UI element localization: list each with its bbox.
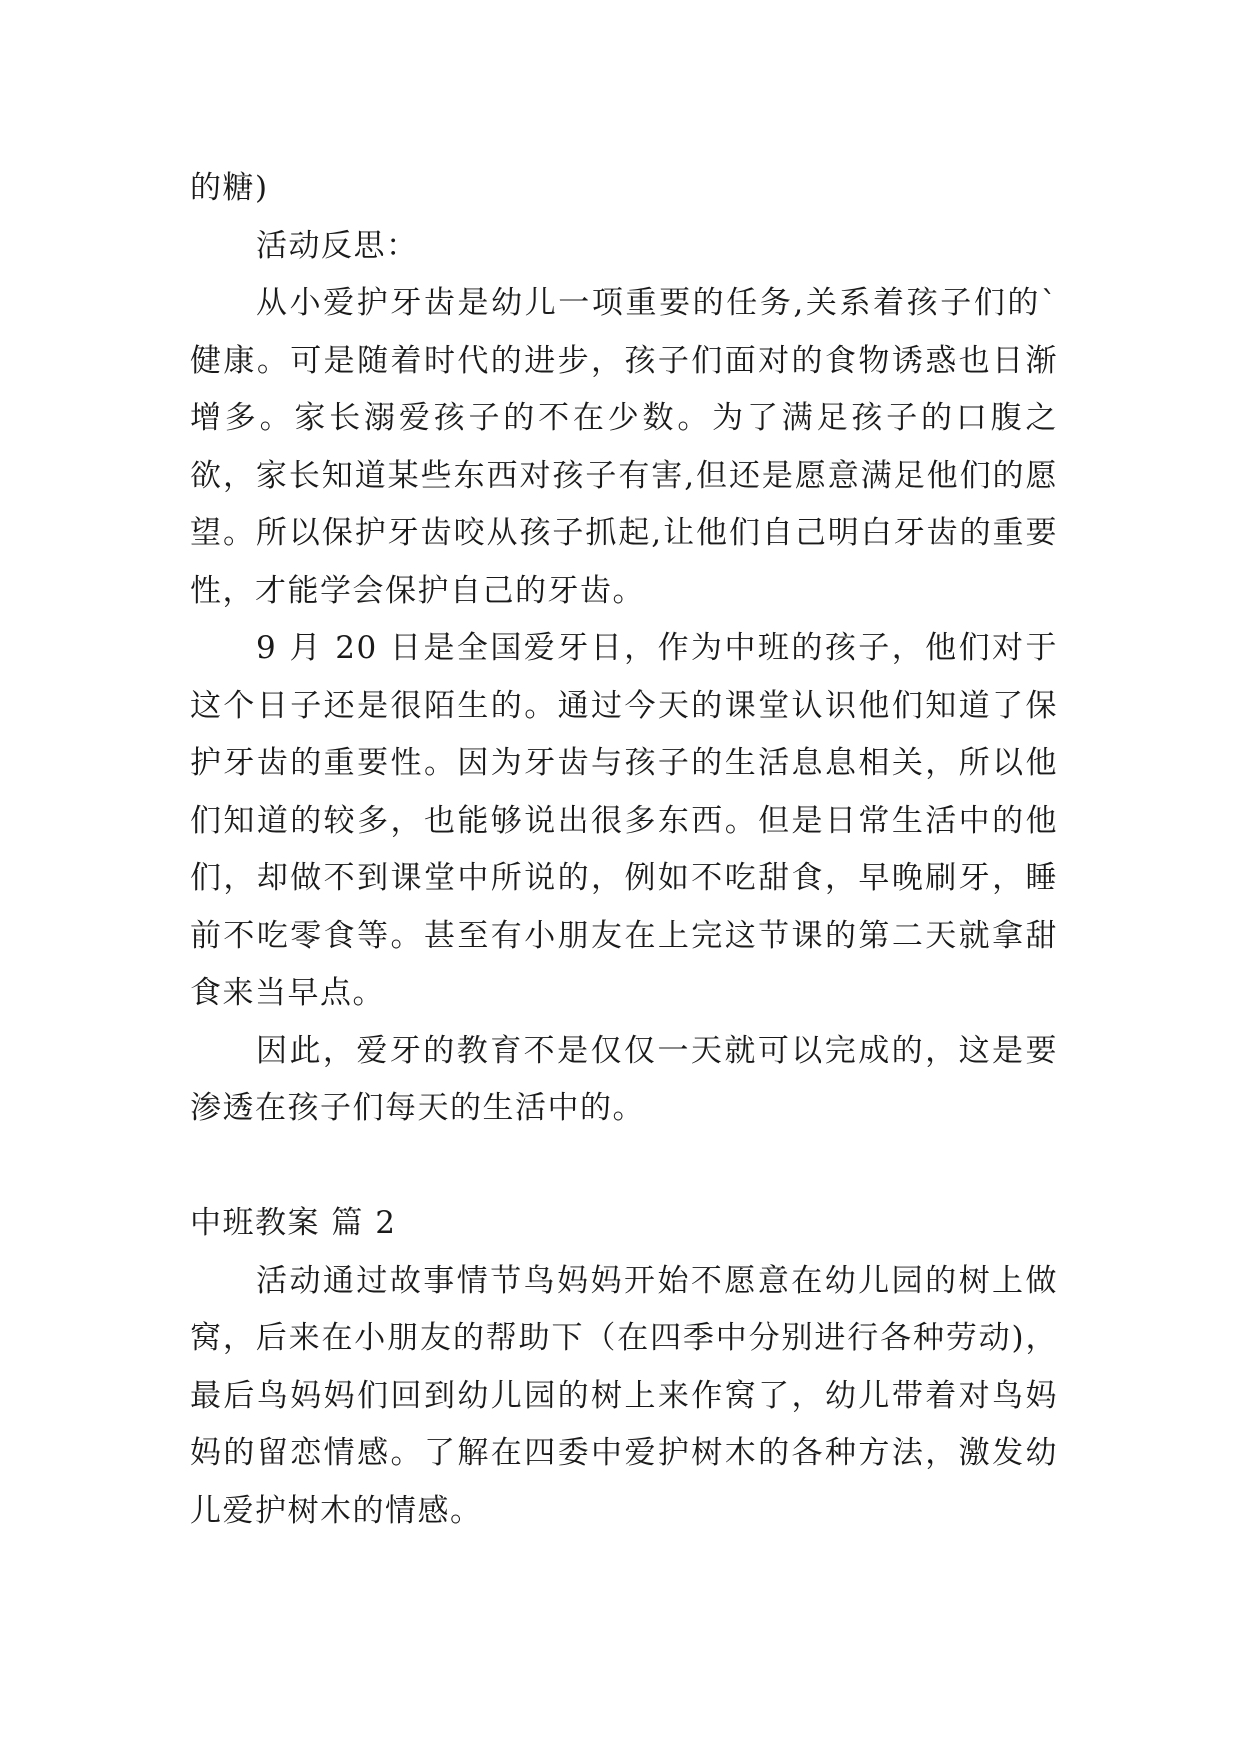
document-body — [190, 160, 1058, 1540]
paragraph: 从小爱护牙齿是幼儿一项重要的任务,关系着孩子们的`健康。可是随着时代的进步，孩子们面对的食物诱惑也日渐增多。家长溺爱孩子的不在少数。为了满足孩子的口腹之欲，家长知道某些东西对孩子有害,但还是愿意满足他们的愿望。所以保护牙齿咬从孩子抓起,让他们自己明白牙齿的重要性，才能学会保护自己的牙齿。 — [190, 285, 1058, 609]
paragraph: 活动通过故事情节鸟妈妈开始不愿意在幼儿园的树上做窝，后来在小朋友的帮助下（在四季中分别进行各种劳动)，最后鸟妈妈们回到幼儿园的树上来作窝了，幼儿带着对鸟妈妈的留恋情感。了解在四委中爱护树木的各种方法，激发幼儿爱护树木的情感。 — [190, 1262, 1058, 1529]
paragraph: 9 月 20 日是全国爱牙日，作为中班的孩子，他们对于这个日子还是很陌生的。通过今天的课堂认识他们知道了保护牙齿的重要性。因为牙齿与孩子的生活息息相关，所以他们知道的较多，也能够说出很多东西。但是日常生活中的他们，却做不到课堂中所说的，例如不吃甜食，早晚刷牙，睡前不吃零食等。甚至有小朋友在上完这节课的第二天就拿甜食来当早点。 — [190, 630, 1058, 1011]
paragraph: 因此，爱牙的教育不是仅仅一天就可以完成的，这是要渗透在孩子们每天的生活中的。 — [190, 1032, 1058, 1126]
reflection-heading: 活动反思： — [256, 227, 419, 264]
continued-text: 的糖) — [190, 170, 269, 206]
section-title: 中班教案 篇 2 — [190, 1205, 397, 1241]
section-gap — [190, 1138, 1058, 1196]
